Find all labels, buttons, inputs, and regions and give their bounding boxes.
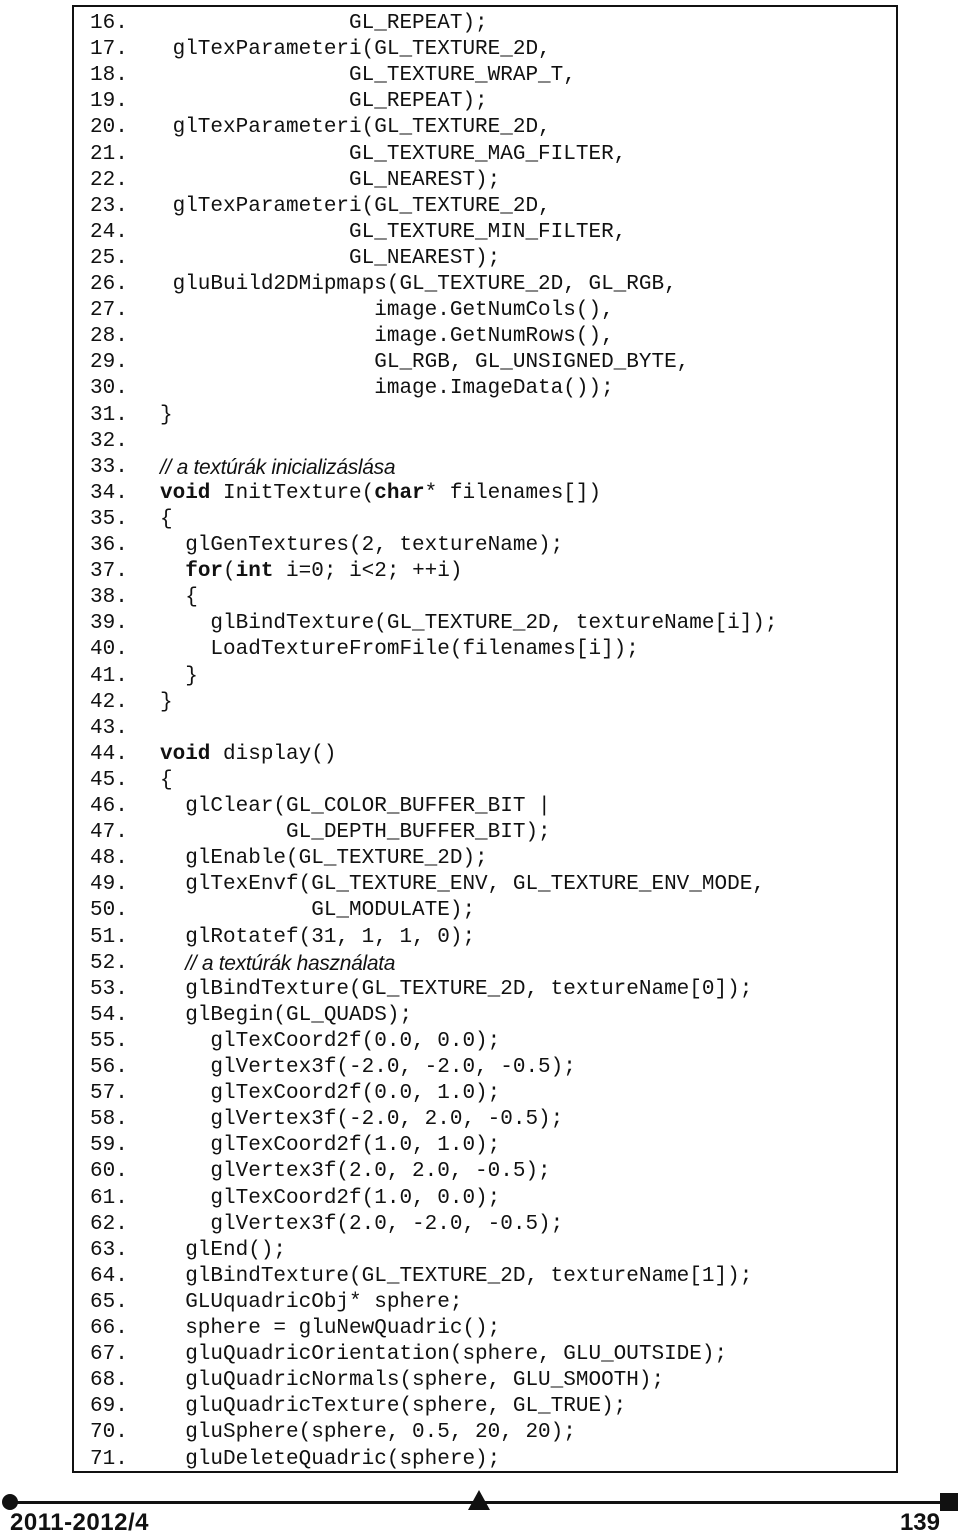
code-segment: GL_REPEAT); — [160, 90, 488, 114]
code-line — [74, 429, 896, 455]
code-text — [160, 898, 475, 924]
code-text — [160, 1238, 286, 1264]
code-segment: GL_RGB, GL_UNSIGNED_BYTE, — [160, 351, 690, 375]
line-number: 24. — [90, 220, 128, 244]
line-number: 17. — [90, 38, 128, 62]
line-number: 40. — [90, 638, 128, 662]
page-footer — [0, 1478, 960, 1539]
code-text — [160, 1107, 563, 1133]
code-text — [160, 481, 601, 507]
code-segment: glVertex3f(2.0, -2.0, -0.5); — [160, 1212, 564, 1236]
code-segment: ( — [223, 560, 236, 584]
comment: // a textúrák inicializáslása — [160, 455, 396, 479]
line-number: 26. — [90, 273, 128, 296]
code-text — [160, 872, 765, 898]
code-text — [160, 1081, 500, 1107]
line-number: 60. — [90, 1160, 128, 1184]
code-line — [74, 1420, 896, 1446]
code-line — [74, 1055, 896, 1081]
code-text — [160, 220, 626, 246]
line-number: 20. — [90, 116, 128, 140]
code-line — [74, 1368, 896, 1394]
code-text — [160, 89, 488, 115]
code-segment: GL_MODULATE); — [160, 899, 476, 923]
code-text — [160, 403, 173, 429]
code-line — [74, 1081, 896, 1107]
code-line — [74, 559, 896, 585]
code-segment: glTexParameteri(GL_TEXTURE_2D, — [160, 38, 551, 62]
code-text — [160, 324, 614, 350]
circle-icon — [2, 1494, 18, 1510]
code-segment: glBindTexture(GL_TEXTURE_2D, textureName[1]); — [160, 1264, 753, 1288]
code-line — [74, 1029, 896, 1055]
code-line — [74, 872, 896, 898]
triangle-icon — [468, 1490, 490, 1510]
code-segment: i=0; i<2; ++i) — [273, 560, 463, 584]
code-line — [74, 324, 896, 350]
line-number: 22. — [90, 168, 128, 192]
code-text — [160, 1420, 576, 1446]
code-segment: { — [160, 507, 173, 531]
code-line — [74, 1264, 896, 1290]
comment: // a textúrák használata — [185, 951, 396, 975]
code-segment: gluDeleteQuadric(sphere); — [160, 1447, 501, 1471]
line-number: 41. — [90, 664, 128, 688]
code-text — [160, 768, 173, 794]
line-number: 62. — [90, 1212, 128, 1236]
code-text — [160, 1212, 563, 1238]
code-text — [160, 951, 395, 979]
code-segment: glTexParameteri(GL_TEXTURE_2D, — [160, 194, 551, 218]
code-segment: image.GetNumRows(), — [160, 325, 614, 349]
code-line — [74, 820, 896, 846]
line-number: 45. — [90, 768, 128, 792]
code-segment: GL_TEXTURE_MIN_FILTER, — [160, 220, 627, 244]
code-segment — [160, 560, 185, 583]
line-number: 70. — [90, 1421, 128, 1445]
code-line — [74, 768, 896, 794]
code-text — [160, 1316, 500, 1342]
code-text — [160, 455, 395, 483]
code-segment: gluBuild2DMipmaps(GL_TEXTURE_2D, GL_RGB, — [160, 273, 677, 296]
code-line — [74, 585, 896, 611]
code-text — [160, 559, 462, 585]
line-number: 71. — [90, 1447, 128, 1471]
code-line — [74, 690, 896, 716]
code-line — [74, 1212, 896, 1238]
code-text — [160, 1055, 576, 1081]
keyword: int — [235, 560, 274, 584]
code-line — [74, 272, 896, 298]
code-text — [160, 376, 614, 402]
code-line — [74, 194, 896, 220]
code-segment: GL_TEXTURE_MAG_FILTER, — [160, 142, 627, 166]
line-number: 42. — [90, 690, 128, 714]
code-segment: gluSphere(sphere, 0.5, 20, 20); — [160, 1421, 576, 1445]
line-number: 27. — [90, 299, 128, 323]
code-line — [74, 1107, 896, 1133]
code-line — [74, 1316, 896, 1342]
code-text — [160, 533, 563, 559]
code-segment: glEnable(GL_TEXTURE_2D); — [160, 847, 488, 871]
line-number: 46. — [90, 795, 128, 818]
line-number: 53. — [90, 977, 128, 1001]
code-line — [74, 298, 896, 324]
code-line — [74, 846, 896, 872]
keyword: for — [185, 560, 224, 584]
line-number: 47. — [90, 821, 128, 845]
square-icon — [940, 1493, 958, 1511]
code-line — [74, 1290, 896, 1316]
line-number: 61. — [90, 1186, 128, 1210]
code-text — [160, 63, 576, 89]
code-line — [74, 350, 896, 376]
line-number: 67. — [90, 1343, 128, 1367]
code-line — [74, 115, 896, 141]
code-text — [160, 846, 488, 872]
code-text — [160, 272, 677, 298]
line-number: 32. — [90, 429, 128, 453]
line-number: 51. — [90, 925, 128, 949]
keyword: void — [160, 742, 211, 766]
code-text — [160, 1264, 752, 1290]
line-number: 31. — [90, 403, 128, 427]
code-segment: glClear(GL_COLOR_BUFFER_BIT | — [160, 795, 551, 818]
line-number: 50. — [90, 899, 128, 923]
code-line — [74, 376, 896, 402]
code-segment: glTexCoord2f(0.0, 1.0); — [160, 1082, 501, 1106]
code-segment: glGenTextures(2, textureName); — [160, 534, 564, 557]
code-text — [160, 1003, 412, 1029]
line-number: 49. — [90, 873, 128, 897]
line-number: 43. — [90, 716, 128, 740]
keyword: void — [160, 481, 211, 505]
code-line — [74, 246, 896, 272]
code-line — [74, 611, 896, 637]
code-text — [160, 1394, 626, 1420]
line-number: 59. — [90, 1134, 128, 1158]
line-number: 65. — [90, 1290, 128, 1314]
code-line — [74, 63, 896, 89]
line-number: 63. — [90, 1238, 128, 1262]
code-line — [74, 1342, 896, 1368]
code-line — [74, 1003, 896, 1029]
code-text — [160, 142, 626, 168]
code-segment: image.GetNumCols(), — [160, 299, 614, 323]
code-text — [160, 11, 488, 37]
line-number: 23. — [90, 194, 128, 218]
code-line — [74, 455, 896, 481]
line-number: 66. — [90, 1317, 128, 1340]
code-line — [74, 977, 896, 1003]
code-line — [74, 481, 896, 507]
line-number: 18. — [90, 64, 128, 88]
code-segment: glTexCoord2f(1.0, 0.0); — [160, 1186, 501, 1210]
page-number: 139 — [899, 1509, 940, 1536]
code-segment: InitTexture( — [210, 481, 375, 505]
code-segment: glTexEnvf(GL_TEXTURE_ENV, GL_TEXTURE_ENV_MODE, — [160, 873, 765, 897]
code-line — [74, 1238, 896, 1264]
code-line — [74, 220, 896, 246]
code-line — [74, 1186, 896, 1212]
code-line — [74, 664, 896, 690]
code-line — [74, 403, 896, 429]
code-text — [160, 977, 752, 1003]
code-text — [160, 1342, 727, 1368]
code-text — [160, 1447, 500, 1473]
line-number: 38. — [90, 586, 128, 610]
line-number: 21. — [90, 142, 128, 166]
code-line — [74, 925, 896, 951]
code-text — [160, 1368, 664, 1394]
code-text — [160, 742, 336, 768]
line-number: 58. — [90, 1108, 128, 1132]
line-number: 39. — [90, 612, 128, 636]
code-segment: { — [160, 586, 198, 610]
code-text — [160, 507, 173, 533]
line-number: 33. — [90, 455, 128, 479]
code-segment — [160, 954, 185, 977]
code-line — [74, 1447, 896, 1473]
code-segment: glEnd(); — [160, 1238, 287, 1262]
code-segment: GL_REPEAT); — [160, 12, 488, 35]
code-text — [160, 611, 778, 637]
code-segment: gluQuadricOrientation(sphere, GLU_OUTSIDE); — [160, 1343, 728, 1367]
code-segment: GLUquadricObj* sphere; — [160, 1290, 463, 1314]
code-line — [74, 11, 896, 37]
code-segment: } — [160, 664, 198, 688]
line-number: 37. — [90, 560, 128, 584]
code-line — [74, 1133, 896, 1159]
code-text — [160, 350, 689, 376]
code-segment: gluQuadricTexture(sphere, GL_TRUE); — [160, 1395, 627, 1419]
code-line — [74, 533, 896, 559]
keyword: char — [374, 481, 425, 505]
code-line — [74, 1159, 896, 1185]
line-number: 69. — [90, 1395, 128, 1419]
code-text — [160, 585, 198, 611]
line-number: 19. — [90, 90, 128, 114]
line-number: 36. — [90, 534, 128, 557]
code-text — [160, 168, 500, 194]
code-text — [160, 794, 551, 820]
line-number: 34. — [90, 481, 128, 505]
code-segment: } — [160, 403, 173, 427]
code-line — [74, 716, 896, 742]
code-segment: display() — [210, 742, 337, 766]
line-number: 35. — [90, 507, 128, 531]
code-line — [74, 742, 896, 768]
code-text — [160, 37, 551, 63]
code-text — [160, 1159, 551, 1185]
code-text — [160, 820, 551, 846]
code-segment: GL_TEXTURE_WRAP_T, — [160, 64, 576, 88]
line-number: 30. — [90, 377, 128, 401]
code-segment: * filenames[]) — [424, 481, 602, 505]
code-text — [160, 637, 639, 663]
code-segment: glRotatef(31, 1, 1, 0); — [160, 925, 476, 949]
code-segment: glBegin(GL_QUADS); — [160, 1003, 413, 1027]
code-segment: sphere = gluNewQuadric(); — [160, 1317, 501, 1340]
code-text — [160, 1133, 500, 1159]
line-number: 55. — [90, 1029, 128, 1053]
code-segment: glTexCoord2f(1.0, 1.0); — [160, 1134, 501, 1158]
code-line — [74, 794, 896, 820]
code-segment: glVertex3f(-2.0, 2.0, -0.5); — [160, 1108, 564, 1132]
line-number: 16. — [90, 12, 128, 35]
code-line — [74, 89, 896, 115]
code-segment: glTexParameteri(GL_TEXTURE_2D, — [160, 116, 551, 140]
code-segment: glTexCoord2f(0.0, 0.0); — [160, 1029, 501, 1053]
code-line — [74, 37, 896, 63]
code-text — [160, 925, 475, 951]
line-number: 29. — [90, 351, 128, 375]
line-number: 57. — [90, 1082, 128, 1106]
code-line — [74, 637, 896, 663]
code-text — [160, 298, 614, 324]
line-number: 54. — [90, 1003, 128, 1027]
code-text — [160, 1029, 500, 1055]
code-segment: image.ImageData()); — [160, 377, 614, 401]
code-line — [74, 142, 896, 168]
code-text — [160, 194, 551, 220]
code-line — [74, 951, 896, 977]
code-text — [160, 664, 198, 690]
code-text — [160, 246, 500, 272]
code-text — [160, 1186, 500, 1212]
line-number: 48. — [90, 847, 128, 871]
line-number: 52. — [90, 951, 128, 975]
code-segment: glVertex3f(2.0, 2.0, -0.5); — [160, 1160, 551, 1184]
code-segment: GL_NEAREST); — [160, 168, 501, 192]
code-segment: GL_DEPTH_BUFFER_BIT); — [160, 821, 551, 845]
code-segment: gluQuadricNormals(sphere, GLU_SMOOTH); — [160, 1369, 665, 1393]
code-line — [74, 1394, 896, 1420]
code-line — [74, 507, 896, 533]
line-number: 28. — [90, 325, 128, 349]
code-segment: glBindTexture(GL_TEXTURE_2D, textureName[i]); — [160, 612, 778, 636]
line-number: 44. — [90, 742, 128, 766]
code-text — [160, 690, 173, 716]
code-text — [160, 1290, 462, 1316]
line-number: 56. — [90, 1056, 128, 1079]
line-number: 68. — [90, 1369, 128, 1393]
code-segment: LoadTextureFromFile(filenames[i]); — [160, 638, 639, 662]
code-segment: GL_NEAREST); — [160, 246, 501, 270]
code-text — [160, 115, 551, 141]
code-line — [74, 168, 896, 194]
code-segment: } — [160, 690, 173, 714]
issue-label: 2011-2012/4 — [10, 1509, 149, 1536]
line-number: 25. — [90, 246, 128, 270]
code-line — [74, 898, 896, 924]
code-segment: glBindTexture(GL_TEXTURE_2D, textureName[0]); — [160, 977, 753, 1001]
code-listing — [72, 5, 898, 1473]
code-segment: { — [160, 768, 173, 792]
line-number: 64. — [90, 1264, 128, 1288]
code-segment: glVertex3f(-2.0, -2.0, -0.5); — [160, 1056, 576, 1079]
